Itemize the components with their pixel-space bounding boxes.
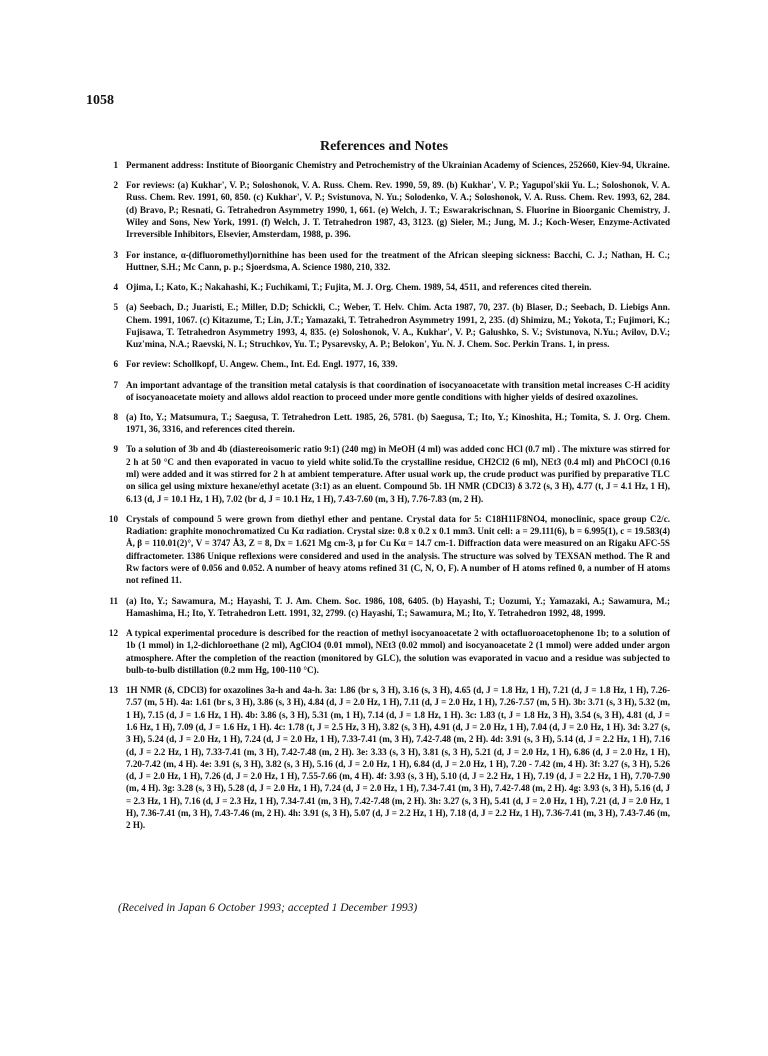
reference-number: 6 bbox=[113, 359, 118, 370]
reference-item bbox=[110, 684, 670, 832]
reference-text: An important advantage of the transition metal catalysis is that coordination of isocyanoacetate with transition metal increases C-H acidity of isocyanoacetate moiety and allows aldol reaction to proceed under more gentle conditions with higher yields of desired oxazolines. bbox=[126, 379, 670, 402]
reference-text: For instance, α-(difluoromethyl)ornithine has been used for the treatment of the African sleeping sickness: Bacchi, C. J.; Nathan, H. C.; Huttner, S.H.; Mc Cann, p. p.; Sjoerdsma, A. Science 1980, 210, 332. bbox=[126, 249, 670, 272]
reference-text: Permanent address: Institute of Bioorganic Chemistry and Petrochemistry of the Ukrainian Academy of Sciences, 252660, Kiev-94, Ukraine. bbox=[126, 160, 670, 170]
reference-item bbox=[110, 281, 670, 293]
section-heading: References and Notes bbox=[319, 139, 449, 154]
reference-item bbox=[110, 179, 670, 240]
reference-item bbox=[110, 595, 670, 620]
reference-item bbox=[110, 627, 670, 676]
reference-item bbox=[110, 411, 670, 436]
reference-text: Crystals of compound 5 were grown from diethyl ether and pentane. Crystal data for 5: C18H11F8NO4, monoclinic, space group C2/c. Radiation: graphite monochromatized Cu Kα radiation. Crystal size: 0.8 x 0.2 x 0.1 mm3. Unit cell: a = 29.111(6), b = 6.995(1), c = 19.583(4) Å, β = 110.01(2)°, V = 3747 Å3, Z = 8, Dx = 1.621 Mg cm-3, μ for Cu Kα = 14.7 cm-1. Diffraction data were measured on an Rigaku AFC-5S diffractometer. 1386 Unique reflexions were considered and used in the analysis. The structure was solved by TEXSAN method. The R and Rw factors were of 0.056 and 0.052. A number of heavy atoms refined 31 (C, N, O, F). A number of H atoms refined 0, a number of H atoms not refined 11. bbox=[126, 513, 670, 586]
reference-text: (a) Ito, Y.; Sawamura, M.; Hayashi, T. J. Am. Chem. Soc. 1986, 108, 6405. (b) Hayashi, T.; Uozumi, Y.; Yamazaki, A.; Sawamura, M.; Hamashima, H.; Ito, Y. Tetrahedron Lett. 1991, 32, 2799. (c) Hayashi, T.; Sawamura, M.; Ito, Y. Tetrahedron 1992, 48, 1999. bbox=[126, 595, 670, 618]
reference-item bbox=[110, 301, 670, 350]
page-number: 1058 bbox=[86, 93, 114, 108]
reference-item bbox=[110, 513, 670, 587]
reference-text: To a solution of 3b and 4b (diastereoisomeric ratio 9:1) (240 mg) in MeOH (4 ml) was added conc HCl (0.7 ml) . The mixture was stirred for 2 h at 50 °C and then evaporated in vacuo to yield white solid.To the crystalline residue, CH2Cl2 (6 ml), NEt3 (0.4 ml) and PhCOCl (0.16 ml) were added and it was stirred for 2 h at ambient temperature. After usual work up, the crude product was purified by preparative TLC on silica gel using mixture hexane/ethyl acetate (3:1) as an eluent. Compound 5b. 1H NMR (CDCl3) δ 3.72 (s, 3 H), 4.77 (t, J = 4.1 Hz, 1 H), 6.13 (d, J = 10.1 Hz, 1 H), 7.02 (br d, J = 10.1 Hz, 1 H), 7.43-7.60 (m, 3 H), 7.76-7.83 (m, 2 H). bbox=[126, 444, 670, 504]
reference-item bbox=[110, 358, 670, 370]
references-list bbox=[110, 159, 670, 840]
reference-number: 8 bbox=[113, 411, 118, 422]
reference-number: 12 bbox=[108, 628, 118, 638]
reference-number: 7 bbox=[113, 379, 118, 390]
reference-item bbox=[110, 443, 670, 504]
reference-number: 11 bbox=[109, 595, 118, 606]
reference-text: (a) Seebach, D.; Juaristi, E.; Miller, D.D; Schickli, C.; Weber, T. Helv. Chim. Acta 1987, 70, 237. (b) Blaser, D.; Seebach, D. Liebigs Ann. Chem. 1991, 1067. (c) Kitazume, T.; Lin, J.T.; Yamazaki, T. Tetrahedron Asymmetry 1991, 2, 235. (d) Shimizu, M.; Yokota, T.; Fujimori, K.; Fujisawa, T. Tetrahedron Asymmetry 1993, 4, 835. (e) Soloshonok, V. A., Kukhar', V. P.; Galushko, S. V.; Svistunova, N.Yu.; Avilov, D.V.; Kuz'mina, N.A.; Raevski, N. I.; Struchkov, Yu. T.; Pysarevsky, A. P.; Belokon', Yu. N. J. Chem. Soc. Perkin Trans. 1, in press. bbox=[126, 302, 670, 350]
reference-number: 1 bbox=[113, 160, 118, 170]
reference-text: For review: Schollkopf, U. Angew. Chem., Int. Ed. Engl. 1977, 16, 339. bbox=[126, 359, 398, 370]
reference-number: 9 bbox=[113, 444, 118, 455]
reference-number: 13 bbox=[108, 685, 118, 696]
reference-item bbox=[110, 249, 670, 274]
reference-text: For reviews: (a) Kukhar', V. P.; Soloshonok, V. A. Russ. Chem. Rev. 1990, 59, 89. (b) Kukhar', V. P.; Yagupol'skii Yu. L.; Soloshonok, V. A. Russ. Chem. Rev. 1991, 60, 850. (c) Kukhar', V. P.; Svistunova, N. Yu.; Solodenko, V. A.; Soloshonok, V. A. Russ. Chem. Rev. 1993, 62, 284. (d) Bravo, P.; Resnati, G. Tetrahedron Asymmetry 1990, 1, 661. (e) Welch, J. T.; Eswarakrischnan, S. Fluorine in Bioorganic Chemistry, J. Wiley and Sons, New York, 1991. (f) Welch, J. T. Tetrahedron 1987, 43, 3123. (g) Sieler, M.; Jung, M. J.; Koch-Weser, Enzyme-Activated Irreversible Inhibitors, Elsevier, Amsterdam, 1988, p. 396. bbox=[126, 180, 670, 240]
reference-text: (a) Ito, Y.; Matsumura, T.; Saegusa, T. Tetrahedron Lett. 1985, 26, 5781. (b) Saegusa, T.; Ito, Y.; Kinoshita, H.; Tomita, S. J. Org. Chem. 1971, 36, 3316, and references cited therein. bbox=[126, 411, 670, 435]
reference-item bbox=[110, 379, 670, 404]
reference-item bbox=[110, 159, 670, 171]
reference-number: 5 bbox=[113, 302, 118, 313]
reference-text: 1H NMR (δ, CDCl3) for oxazolines 3a-h and 4a-h. 3a: 1.86 (br s, 3 H), 3.16 (s, 3 H), 4.65 (d, J = 1.8 Hz, 1 H), 7.21 (d, J = 1.8 Hz, 1 H), 7.26-7.57 (m, 5 H). 4a: 1.61 (br s, 3 H), 3.86 (s, 3 H), 4.84 (d, J = 2.0 Hz, 1 H), 7.11 (d, J = 2.0 Hz, 1 H), 7.26-7.57 (m, 5 H). 3b: 3.71 (s, 3 H), 5.32 (m, 1 H), 7.15 (d, J = 1.6 Hz, 1 H). 4b: 3.86 (s, 3 H), 5.31 (m, 1 H), 7.14 (d, J = 1.8 Hz, 1 H). 3c: 1.83 (t, J = 1.8 Hz, 3 H), 3.54 (s, 3 H), 4.81 (d, J = 1.6 Hz, 1 H), 7.09 (d, J = 1.6 Hz, 1 H). 4c: 1.78 (t, J = 2.5 Hz, 3 H), 3.82 (s, 3 H), 4.91 (d, J = 2.0 Hz, 1 H), 7.04 (d, J = 2.0 Hz, 1 H). 3d: 3.27 (s, 3 H), 5.24 (d, J = 2.0 Hz, 1 H), 7.24 (d, J = 2.0 Hz, 1 H), 7.33-7.41 (m, 3 H), 7.42-7.48 (m, 2 H). 4d: 3.91 (s, 3 H), 5.14 (d, J = 2.2 Hz, 1 H), 7.16 (d, J = 2.2 Hz, 1 H), 7.33-7.41 (m, 3 H), 7.42-7.48 (m, 2 H). 3e: 3.33 (s, 3 H), 3.81 (s, 3 H), 5.21 (d, J = 2.0 Hz, 1 H), 6.86 (d, J = 2.0 Hz, 1 H), 7.20-7.42 (m, 4 H). 4e: 3.91 (s, 3 H), 3.82 (s, 3 H), 5.16 (d, J = 2.0 Hz, 1 H), 6.84 (d, J = 2.0 Hz, 1 H), 7.20 - 7.42 (m, 4 H). 3f: 3.27 (s, 3 H), 5.26 (d, J = 2.0 Hz, 1 H), 7.26 (d, J = 2.0 Hz, 1 H), 7.55-7.66 (m, 4 H). 4f: 3.93 (s, 3 H), 5.10 (d, J = 2.2 Hz, 1 H), 7.19 (d, J = 2.2 Hz, 1 H), 7.70-7.90 (m, 4 H). 3g: 3.28 (s, 3 H), 5.28 (d, J = 2.0 Hz, 1 H), 7.24 (d, J = 2.0 Hz, 1 H), 7.34-7.41 (m, 3 H), 7.42-7.48 (m, 2 H). 4g: 3.93 (s, 3 H), 5.16 (d, J = 2.3 Hz, 1 H), 7.16 (d, J = 2.3 Hz, 1 H), 7.34-7.41 (m, 3 H), 7.42-7.48 (m, 2 H). 3h: 3.27 (s, 3 H), 5.41 (d, J = 2.0 Hz, 1 H), 7.21 (d, J = 2.0 Hz, 1 H), 7.36-7.41 (m, 3 H), 7.43-7.46 (m, 2 H). 4h: 3.91 (s, 3 H), 5.07 (d, J = 2.2 Hz, 1 H), 7.18 (d, J = 2.2 Hz, 1 H), 7.36-7.41 (m, 3 H), 7.43-7.46 (m, 2 H). bbox=[126, 685, 670, 831]
reference-number: 4 bbox=[113, 282, 118, 293]
received-dates: (Received in Japan 6 October 1993; accepted 1 December 1993) bbox=[118, 902, 418, 914]
reference-text: A typical experimental procedure is described for the reaction of methyl isocyanoacetate 2 with octafluoroacetophenone 1b; to a solution of 1b (1 mmol) in 1,2-dichloroethane (2 ml), AgClO4 (0.01 mmol), NEt3 (0.02 mmol) and isocyanoacetate 2 (1 mmol) were added under argon atmosphere. After the completion of the reaction (monitored by GLC), the solution was evaporated in vacuo and a residue was subjected to bulb-to-bulb distillation (0.2 mm Hg, 100-110 °C). bbox=[126, 628, 670, 675]
reference-number: 10 bbox=[108, 513, 118, 524]
reference-text: Ojima, I.; Kato, K.; Nakahashi, K.; Fuchikami, T.; Fujita, M. J. Org. Chem. 1989, 54, 4511, and references cited therein. bbox=[126, 282, 592, 293]
reference-number: 2 bbox=[113, 180, 118, 191]
reference-number: 3 bbox=[113, 249, 118, 260]
